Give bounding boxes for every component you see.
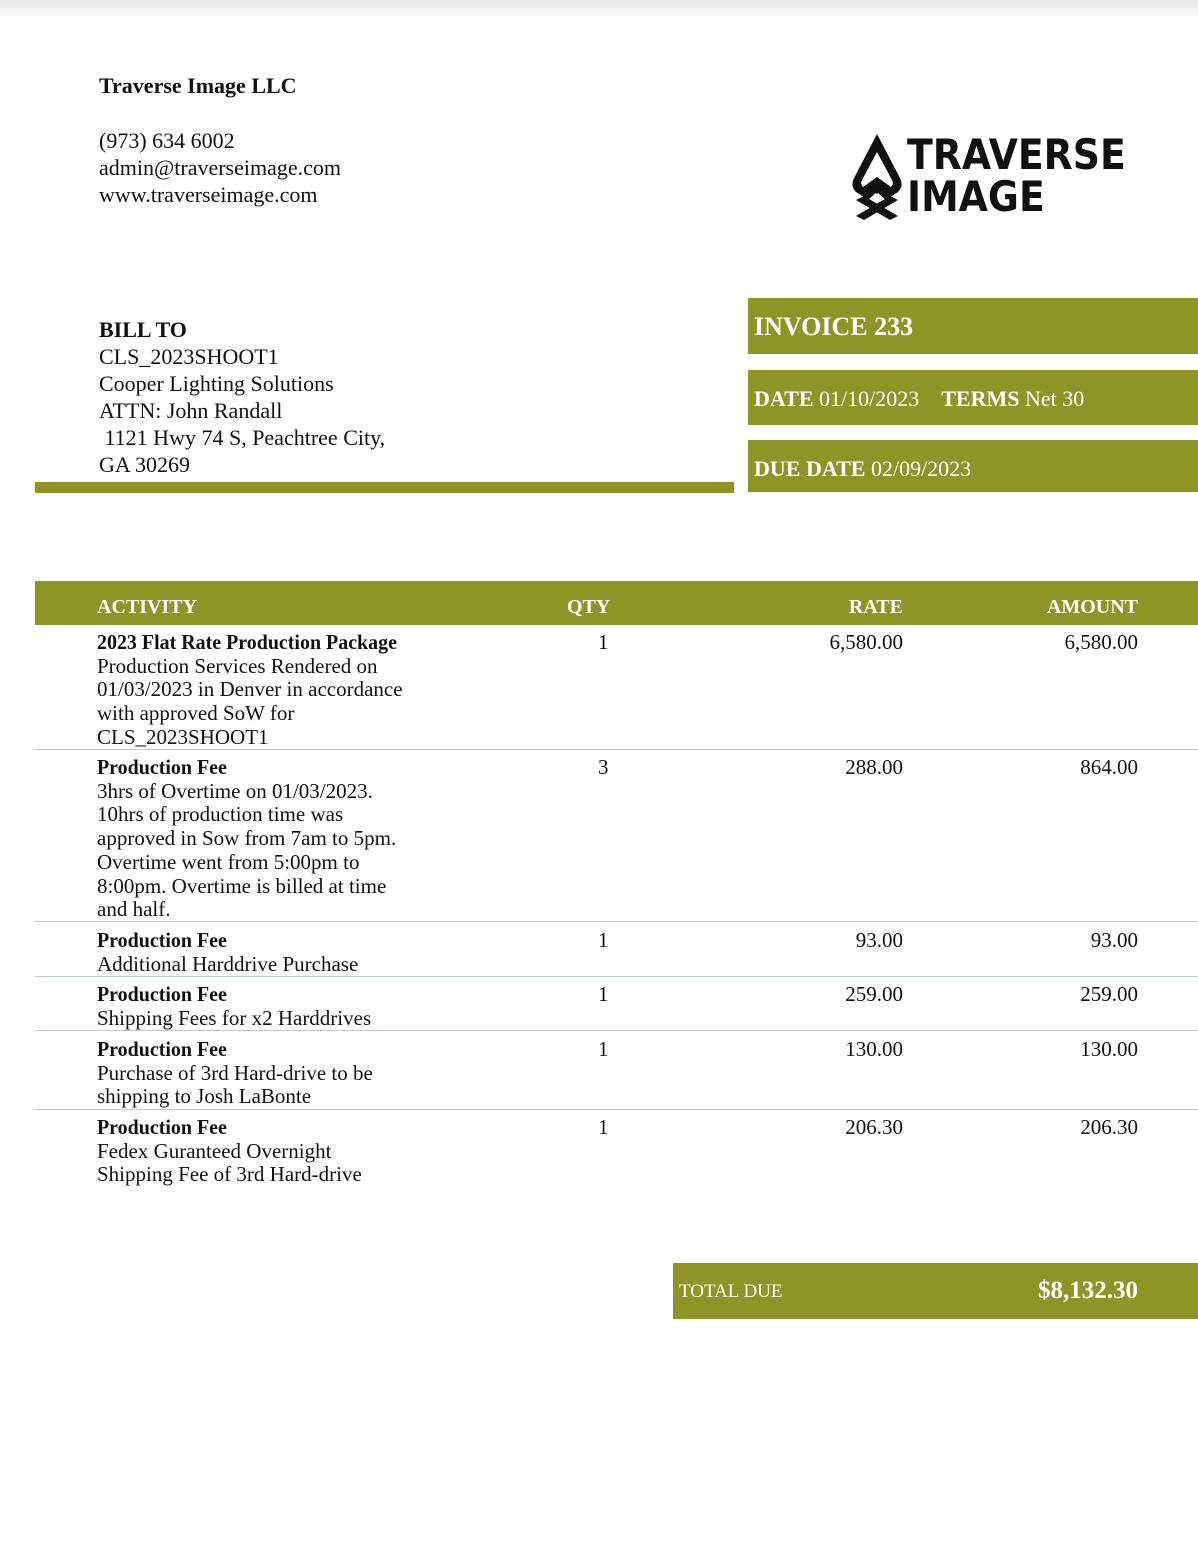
total-due-label: TOTAL DUE xyxy=(679,1281,783,1302)
row-qty: 3 xyxy=(598,755,609,779)
row-activity xyxy=(97,1116,457,1187)
row-amount: 93.00 xyxy=(1090,928,1138,952)
header-amount: AMOUNT xyxy=(1046,596,1138,618)
invoice-terms: Net 30 xyxy=(1024,386,1085,411)
invoice-due-label: DUE DATE xyxy=(754,456,866,481)
row-amount: 6,580.00 xyxy=(1064,630,1138,654)
invoice-date-terms xyxy=(748,370,1198,425)
row-divider xyxy=(35,749,1198,750)
row-activity-name: Production Fee xyxy=(97,1115,227,1139)
total-due-box xyxy=(673,1263,1198,1319)
row-activity-name: Production Fee xyxy=(97,982,227,1006)
row-rate: 6,580.00 xyxy=(829,630,903,654)
row-activity xyxy=(97,1038,457,1109)
row-activity xyxy=(97,983,457,1030)
row-divider xyxy=(35,921,1198,922)
invoice-due-date xyxy=(748,440,1198,492)
invoice-date-label: DATE xyxy=(754,386,814,411)
campfire-logo-icon xyxy=(850,132,904,222)
logo-line-1: TRAVERSE xyxy=(907,130,1126,179)
bill-to-street: 1121 Hwy 74 S, Peachtree City, xyxy=(99,425,386,450)
row-activity-description: Additional Harddrive Purchase xyxy=(97,951,359,976)
row-divider xyxy=(35,1030,1198,1031)
company-website: www.traverseimage.com xyxy=(99,182,318,207)
row-rate: 288.00 xyxy=(845,755,903,779)
invoice-terms-label: TERMS xyxy=(941,386,1020,411)
invoice-due-value: 02/09/2023 xyxy=(870,456,972,481)
row-amount: 206.30 xyxy=(1080,1115,1138,1139)
row-amount: 130.00 xyxy=(1080,1037,1138,1061)
row-activity xyxy=(97,631,457,750)
row-amount: 259.00 xyxy=(1080,982,1138,1006)
row-activity-description: Fedex Guranteed Overnight Shipping Fee of 3rd Hard-drive xyxy=(97,1138,362,1187)
invoice-title: INVOICE 233 xyxy=(748,298,1198,354)
row-activity-description: Shipping Fees for x2 Harddrives xyxy=(97,1005,372,1030)
bill-to-label: BILL TO xyxy=(99,317,187,342)
row-activity-description: 3hrs of Overtime on 01/03/2023. 10hrs of production time was approved in Sow from 7am to 5pm. Overtime went from 5:00pm to 8:00pm. Overtime is billed at time and half. xyxy=(97,778,397,922)
company-contact xyxy=(99,127,341,208)
row-rate: 206.30 xyxy=(845,1115,903,1139)
row-qty: 1 xyxy=(598,630,609,654)
page-top-shadow xyxy=(0,0,1198,18)
header-activity: ACTIVITY xyxy=(97,596,198,618)
company-email: admin@traverseimage.com xyxy=(99,155,341,180)
row-qty: 1 xyxy=(598,928,609,952)
bill-to-client-code: CLS_2023SHOOT1 xyxy=(99,344,279,369)
invoice-date: 01/10/2023 xyxy=(819,386,920,411)
logo-line-2: IMAGE xyxy=(907,172,1045,221)
row-qty: 1 xyxy=(598,1037,609,1061)
header-rate: RATE xyxy=(848,596,903,618)
row-activity-name: 2023 Flat Rate Production Package xyxy=(97,630,397,654)
row-rate: 130.00 xyxy=(845,1037,903,1061)
header-qty: QTY xyxy=(567,596,611,618)
row-qty: 1 xyxy=(598,1115,609,1139)
row-divider xyxy=(35,976,1198,977)
bill-to-block xyxy=(99,316,385,478)
row-amount: 864.00 xyxy=(1080,755,1138,779)
row-rate: 259.00 xyxy=(845,982,903,1006)
company-logo xyxy=(850,132,1140,224)
row-activity xyxy=(97,929,457,976)
total-due-value: $8,132.30 xyxy=(1038,1277,1138,1304)
bill-to-state-zip: GA 30269 xyxy=(99,452,191,477)
row-divider xyxy=(35,1109,1198,1110)
company-name: Traverse Image LLC xyxy=(99,73,297,98)
line-items-header xyxy=(35,581,1198,625)
row-activity-description: Purchase of 3rd Hard-drive to be shipping to Josh LaBonte xyxy=(97,1060,373,1109)
bill-to-underline xyxy=(35,482,734,493)
row-qty: 1 xyxy=(598,982,609,1006)
bill-to-attn: ATTN: John Randall xyxy=(99,398,283,423)
bill-to-company: Cooper Lighting Solutions xyxy=(99,371,334,396)
logo-wordmark xyxy=(907,130,1126,221)
row-activity-name: Production Fee xyxy=(97,755,227,779)
row-activity-name: Production Fee xyxy=(97,1037,227,1061)
row-rate: 93.00 xyxy=(855,928,903,952)
company-phone: (973) 634 6002 xyxy=(99,128,235,153)
row-activity-name: Production Fee xyxy=(97,928,227,952)
row-activity-description: Production Services Rendered on 01/03/2023 in Denver in accordance with approved SoW for CLS_2023SHOOT1 xyxy=(97,653,403,749)
row-activity xyxy=(97,756,457,922)
